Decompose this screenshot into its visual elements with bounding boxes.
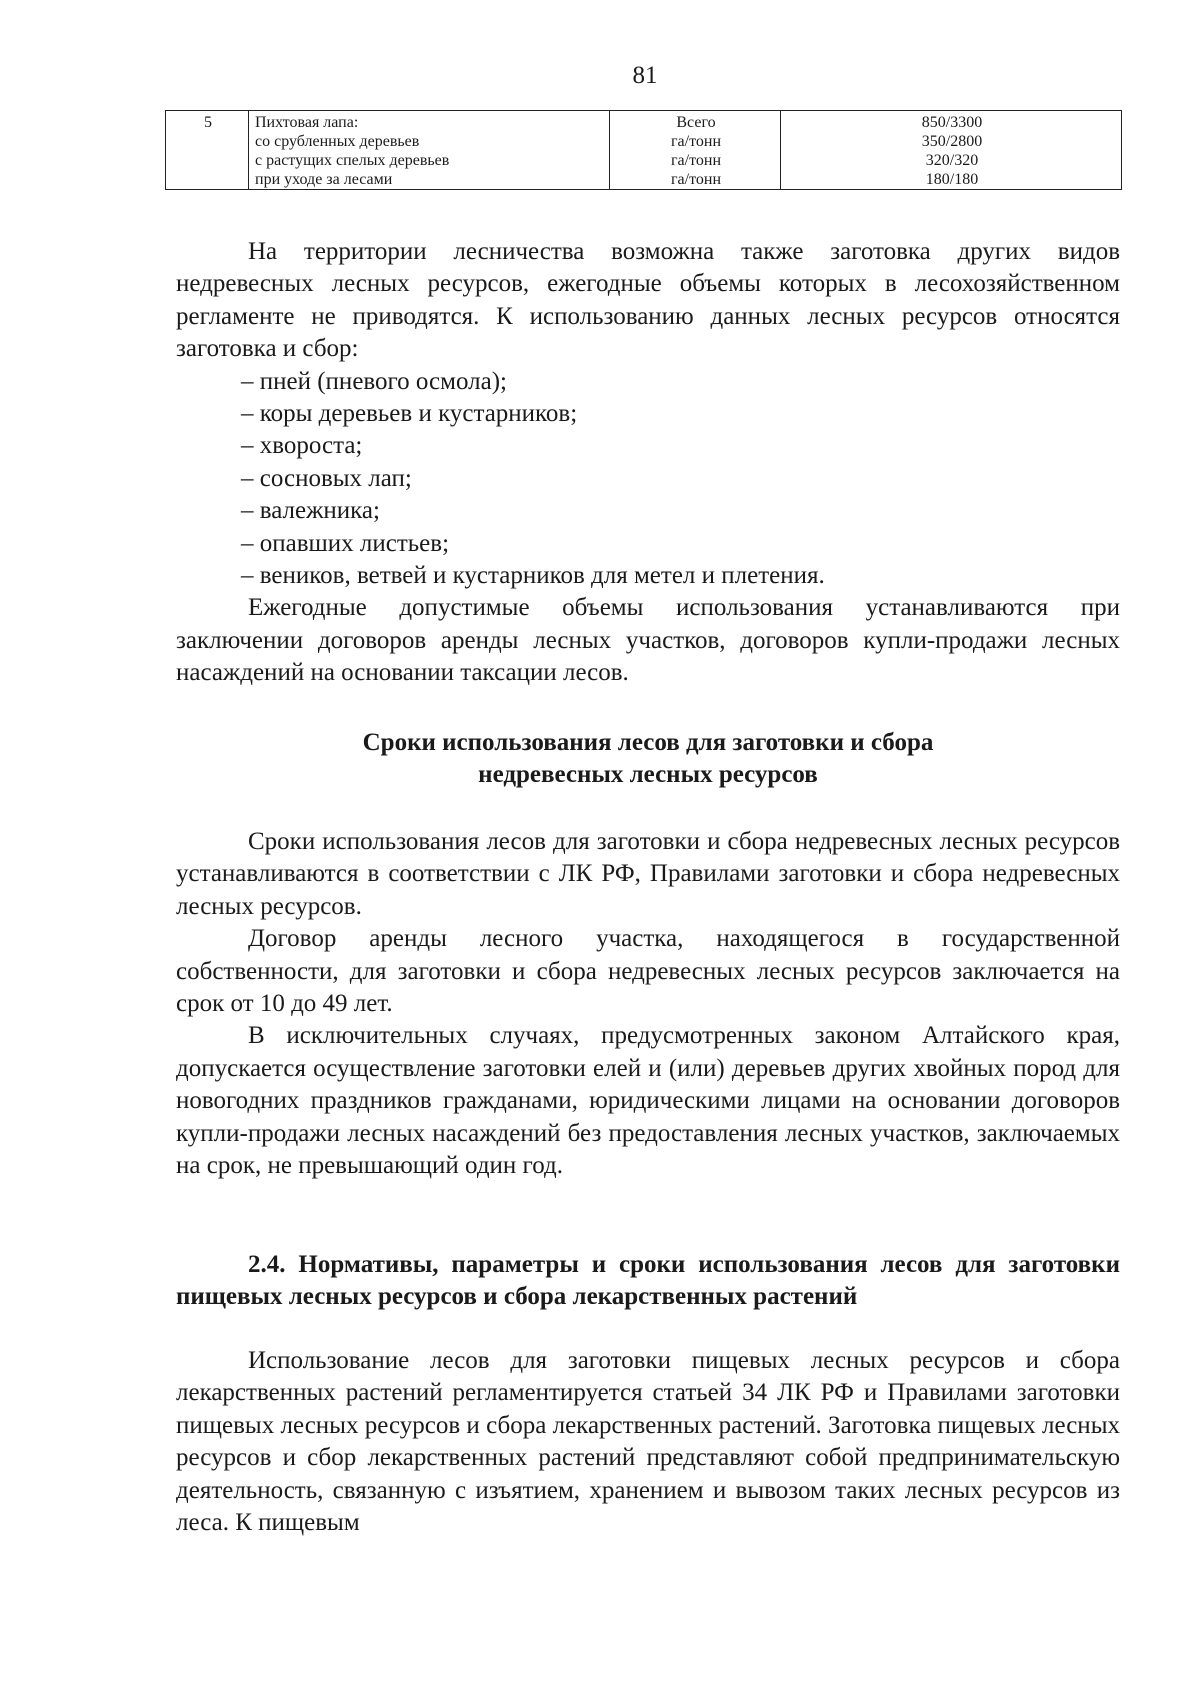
- item-label: со срубленных деревьев: [255, 133, 420, 150]
- value-label: 350/2800: [921, 133, 983, 150]
- resources-table: [165, 110, 1122, 190]
- paragraph: В исключительных случаях, предусмотренных законом Алтайского края, допускается осуществление заготовки елей и (или) деревьев других хвойных пород для новогодних праздников гражданами, юридическими лицами на основании договоров купли-продажи лесных насаждений без предоставления лесных участков, заключаемых на срок, не превышающий один год.: [176, 1022, 1120, 1180]
- list-item: – пней (пневого осмола);: [241, 367, 507, 395]
- value-cell: [781, 111, 1122, 190]
- value-label: 180/180: [925, 171, 979, 188]
- resource-list: [176, 366, 1120, 593]
- paragraph: Договор аренды лесного участка, находящегося в государственной собственности, для заготовки и сбора недревесных лесных ресурсов заключается на срок от 10 до 49 лет.: [176, 925, 1120, 1018]
- unit-cell: [610, 111, 781, 190]
- unit-label: Всего: [676, 114, 716, 131]
- section-heading: [176, 727, 1120, 792]
- section-non-timber-intro: [176, 236, 1120, 690]
- list-item: – сосновых лап;: [241, 464, 412, 492]
- section-heading: 2.4. Нормативы, параметры и сроки использования лесов для заготовки пищевых лесных ресурсов и сбора лекарственных растений: [176, 1251, 1120, 1311]
- list-item: – опавших листьев;: [241, 529, 450, 557]
- section-terms-heading: [176, 727, 1120, 792]
- list-item: – веников, ветвей и кустарников для метел и плетения.: [241, 562, 825, 590]
- value-label: 320/320: [925, 152, 979, 169]
- item-label: с растущих спелых деревьев: [255, 152, 450, 169]
- section-food-resources-heading: [176, 1249, 1120, 1314]
- unit-label: га/тонн: [670, 152, 721, 169]
- unit-label: га/тонн: [670, 133, 721, 150]
- list-item: – хвороста;: [241, 432, 363, 460]
- section-terms-body: [176, 826, 1120, 1182]
- table-row: [166, 111, 1122, 190]
- page-number: 81: [632, 62, 658, 89]
- closing-paragraph: Ежегодные допустимые объемы использования устанавливаются при заключении договоров аренды лесных участков, договоров купли-продажи лесных насаждений на основании таксации лесов.: [176, 594, 1120, 687]
- list-item: – коры деревьев и кустарников;: [241, 400, 578, 428]
- value-label: 850/3300: [921, 114, 983, 131]
- heading-line: Сроки использования лесов для заготовки и сбора: [362, 729, 934, 756]
- heading-line: недревесных лесных ресурсов: [478, 761, 818, 789]
- paragraph: Сроки использования лесов для заготовки и сбора недревесных лесных ресурсов устанавливаются в соответствии с ЛК РФ, Правилами заготовки и сбора недревесных лесных ресурсов.: [176, 828, 1120, 920]
- row-number-cell: [166, 111, 249, 190]
- section-food-resources-body: [176, 1345, 1120, 1539]
- paragraph: Использование лесов для заготовки пищевых лесных ресурсов и сбора лекарственных растений регламентируется статьей 34 ЛК РФ и Правилами заготовки пищевых лесных ресурсов и сбора лекарственных растений. Заготовка пищевых лесных ресурсов и сбор лекарственных растений представляют собой предпринимательскую деятельность, связанную с изъятием, хранением и вывозом таких лесных ресурсов из леса. К пищевым: [176, 1347, 1120, 1537]
- intro-paragraph: На территории лесничества возможна также заготовка других видов недревесных лесных ресурсов, ежегодные объемы которых в лесохозяйственном регламенте не приводятся. К использованию данных лесных ресурсов относятся заготовка и сбор:: [176, 238, 1120, 363]
- item-label: Пихтовая лапа:: [255, 114, 359, 131]
- unit-label: га/тонн: [670, 171, 721, 188]
- list-item: – валежника;: [241, 497, 380, 525]
- item-label: при уходе за лесами: [255, 171, 393, 188]
- item-cell: [249, 111, 610, 190]
- row-number: 5: [204, 114, 212, 131]
